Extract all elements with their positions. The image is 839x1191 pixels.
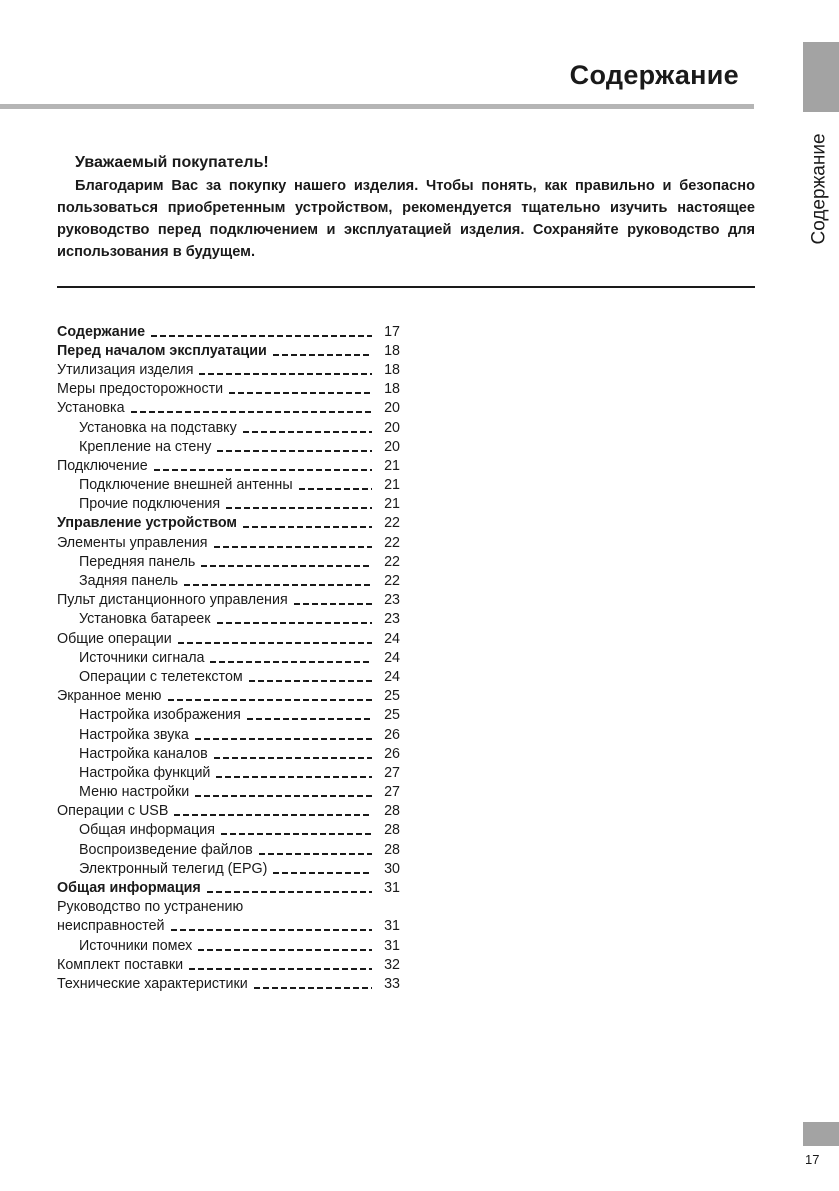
toc-leader [210,661,372,663]
toc-entry-page: 27 [384,764,400,781]
toc-entry-label: Настройка изображения [79,707,241,724]
toc-entry-page: 28 [384,803,400,820]
toc-leader [131,411,372,413]
toc-entry-page: 22 [384,515,400,532]
toc-leader [249,680,372,682]
toc-entry[interactable] [57,591,400,610]
toc-entry[interactable] [57,783,400,802]
toc-entry-label: Общая информация [79,822,215,839]
toc-entry[interactable] [57,898,400,917]
toc-entry-page: 25 [384,688,400,705]
toc-leader [198,949,372,951]
toc-entry-page: 21 [384,477,400,494]
toc-entry-label: Настройка каналов [79,745,208,762]
toc-leader [199,373,372,375]
toc-entry-label: Установка на подставку [79,419,237,436]
toc-entry[interactable] [57,476,400,495]
page-number: 17 [805,1152,820,1167]
toc-entry-label: Управление устройством [57,515,237,532]
toc-entry[interactable] [57,629,400,648]
toc-entry-label: Передняя панель [79,553,196,570]
toc-entry[interactable] [57,744,400,763]
toc-entry-label: Технические характеристики [57,975,248,992]
toc-leader [243,526,372,528]
toc-entry[interactable] [57,687,400,706]
toc-entry-page: 18 [384,381,400,398]
toc-leader [243,431,372,433]
toc-entry-page: 22 [384,534,400,551]
toc-leader [273,354,372,356]
toc-leader [195,795,372,797]
toc-entry[interactable] [57,955,400,974]
toc-entry-page: 21 [384,496,400,513]
toc-entry[interactable] [57,821,400,840]
toc-entry[interactable] [57,763,400,782]
toc-entry-label: Установка [57,400,125,417]
toc-entry-page: 21 [384,457,400,474]
toc-leader [171,929,372,931]
toc-entry[interactable] [57,917,400,936]
toc-entry[interactable] [57,974,400,993]
toc-entry-page: 31 [384,918,400,935]
toc-leader [217,450,372,452]
toc-leader [259,853,372,855]
toc-entry-label: Подключение внешней антенны [79,477,293,494]
toc-entry[interactable] [57,552,400,571]
toc-leader [294,603,372,605]
toc-entry-page: 32 [384,956,400,973]
toc-entry-label: Содержание [57,323,146,340]
toc-entry-page: 26 [384,726,400,743]
toc-entry[interactable] [57,533,400,552]
toc-entry-label: Комплект поставки [57,956,184,973]
toc-entry[interactable] [57,495,400,514]
page-tab-marker [803,1122,839,1146]
toc-leader [254,987,372,989]
toc-entry[interactable] [57,936,400,955]
toc-entry-label: Перед началом эксплуатации [57,342,267,359]
toc-leader [229,392,372,394]
toc-entry[interactable] [57,399,400,418]
toc-leader [189,968,372,970]
toc-entry-page: 24 [384,649,400,666]
toc-entry[interactable] [57,380,400,399]
toc-entry-label: Электронный телегид (EPG) [79,860,268,877]
toc-entry-page: 17 [384,323,400,340]
toc-entry-page: 23 [384,611,400,628]
toc-entry-label: Операции с телетекстом [79,668,243,685]
toc-entry[interactable] [57,840,400,859]
toc-entry[interactable] [57,322,400,341]
toc-entry[interactable] [57,878,400,897]
toc-leader [174,814,372,816]
toc-entry-page: 18 [384,361,400,378]
toc-entry[interactable] [57,610,400,629]
toc-entry-label: Операции с USB [57,803,169,820]
side-tab-marker [803,42,839,112]
toc-leader [168,699,373,701]
toc-entry-label: Меры предосторожности [57,381,224,398]
toc-entry-label: Настройка функций [79,764,211,781]
toc-entry-label: Меню настройки [79,784,190,801]
toc-leader [207,891,372,893]
title-rule [0,104,754,109]
toc-entry-page: 31 [384,880,400,897]
toc-entry-page: 33 [384,975,400,992]
toc-leader [247,718,372,720]
toc-entry-page: 24 [384,668,400,685]
toc-leader [299,488,372,490]
toc-leader [214,757,372,759]
toc-entry[interactable] [57,802,400,821]
toc-entry-label: Установка батареек [79,611,211,628]
toc-entry[interactable] [57,360,400,379]
toc-entry-label: Подключение [57,457,148,474]
toc-leader [273,872,372,874]
toc-entry-label: Утилизация изделия [57,361,194,378]
toc-leader [184,584,372,586]
toc-entry-page: 20 [384,400,400,417]
side-section-label [805,124,835,254]
toc-entry[interactable] [57,514,400,533]
toc-leader [178,642,372,644]
toc-leader [226,507,372,509]
toc-entry-label: Настройка звука [79,726,189,743]
intro-greeting: Уважаемый покупатель! [75,154,269,171]
toc-entry[interactable] [57,667,400,686]
toc-entry-page: 18 [384,342,400,359]
toc-entry[interactable] [57,859,400,878]
toc-entry-label: неисправностей [57,918,165,935]
toc-entry[interactable] [57,456,400,475]
toc-entry-page: 27 [384,784,400,801]
toc-entry-page: 24 [384,630,400,647]
toc-leader [195,738,372,740]
toc-entry[interactable] [57,341,400,360]
intro-section [57,152,755,263]
toc-entry-label: Крепление на стену [79,438,212,455]
toc-entry-label: Руководство по устранению [57,899,244,916]
toc-entry[interactable] [57,725,400,744]
intro-body: Благодарим Вас за покупку нашего изделия. Чтобы понять, как правильно и безопасно пользоваться приобретенным устройством, рекомендуется тщательно изучить настоящее руководство перед подключением и эксплуатацией изделия. Сохраняйте руководство для использования в будущем. [57,178,755,260]
page-title: Содержание [569,60,739,90]
toc-entry-page: 28 [384,841,400,858]
side-section-label-text: Содержание [809,133,831,245]
toc-entry-page: 25 [384,707,400,724]
toc-entry-label: Источники сигнала [79,649,205,666]
toc-entry-page: 30 [384,860,400,877]
toc-entry-page: 20 [384,419,400,436]
toc-entry[interactable] [57,418,400,437]
toc-entry-page: 22 [384,573,400,590]
toc-entry-label: Пульт дистанционного управления [57,592,288,609]
toc-entry[interactable] [57,706,400,725]
toc-entry-label: Общие операции [57,630,172,647]
section-divider [57,286,755,288]
toc-entry[interactable] [57,648,400,667]
toc-entry-page: 28 [384,822,400,839]
toc-entry-page: 23 [384,592,400,609]
toc-leader [151,335,372,337]
toc-entry-label: Общая информация [57,880,201,897]
toc-entry-page: 22 [384,553,400,570]
toc-leader [201,565,372,567]
toc-leader [216,776,372,778]
table-of-contents [57,322,400,994]
toc-entry-label: Прочие подключения [79,496,221,513]
toc-entry-page: 26 [384,745,400,762]
toc-entry-label: Экранное меню [57,688,162,705]
toc-entry-page: 20 [384,438,400,455]
toc-leader [154,469,372,471]
toc-leader [221,833,372,835]
toc-entry[interactable] [57,571,400,590]
toc-leader [217,622,373,624]
toc-entry-label: Задняя панель [79,573,179,590]
toc-entry-label: Источники помех [79,937,193,954]
toc-leader [214,546,372,548]
toc-entry-label: Воспроизведение файлов [79,841,253,858]
toc-entry[interactable] [57,437,400,456]
toc-entry-page: 31 [384,937,400,954]
toc-entry-label: Элементы управления [57,534,208,551]
